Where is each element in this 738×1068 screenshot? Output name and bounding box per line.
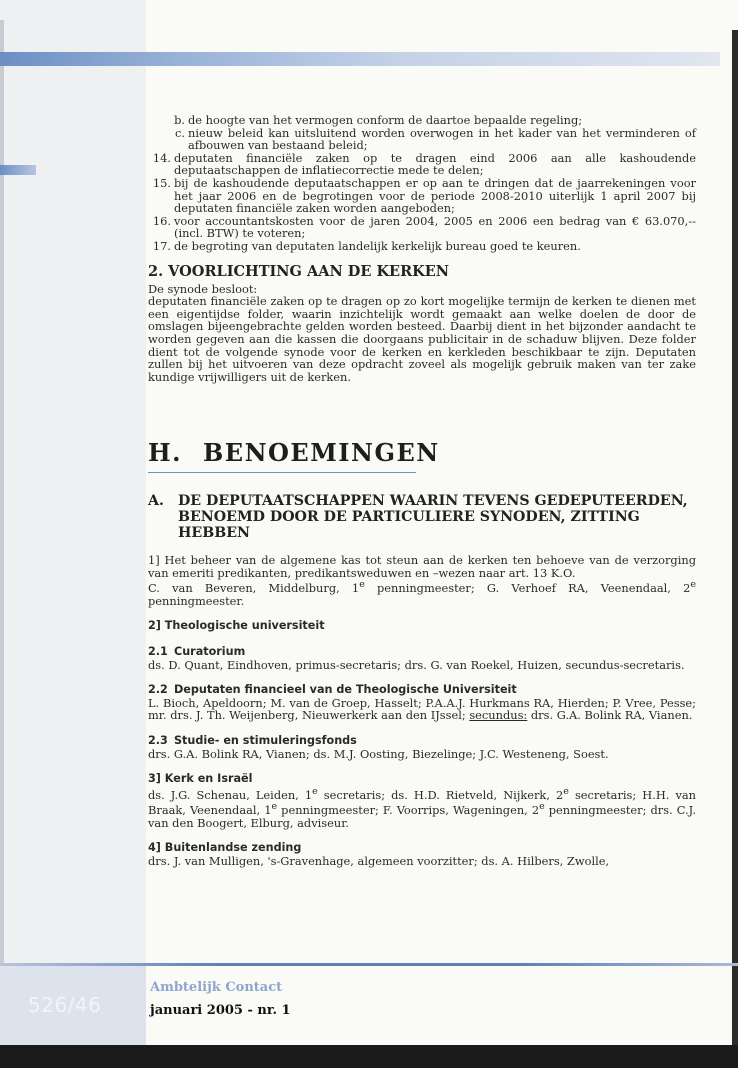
- list-item-14: [148, 152, 696, 177]
- list-item-17: [148, 240, 696, 253]
- list-text: deputaten financiële zaken op te dragen eind 2006 aan alle kashoudende deputaatschappen de inflatiecorrectie mede te delen;: [174, 150, 696, 178]
- item-2-heading: 2] Theologische universiteit: [148, 619, 325, 633]
- chapter-heading: [148, 439, 696, 467]
- section-a-title: DE DEPUTAATSCHAPPEN WAARIN TEVENS GEDEPUTEERDEN, BENOEMD DOOR DE PARTICULIERE SYNODEN, ZITTING HEBBEN: [178, 493, 688, 542]
- item-2-1-text: ds. D. Quant, Eindhoven, primus-secretaris; drs. G. van Roekel, Huizen, secundus-secretaris.: [148, 657, 685, 672]
- list-marker: b.: [174, 113, 185, 127]
- bottom-page-edge: [0, 1045, 738, 1068]
- item-4: [148, 842, 696, 867]
- document-body: [148, 114, 696, 867]
- list-text: de begroting van deputaten landelijk kerkelijk bureau goed te keuren.: [174, 238, 581, 253]
- left-sidebar-panel: [0, 0, 146, 1045]
- page-number: 526/46: [28, 993, 102, 1017]
- list-item-16: [148, 215, 696, 240]
- item-1-text: 1] Het beheer van de algemene kas tot steun aan de kerken ten behoeve van de verzorging van emeriti predikanten, predikantsweduwen en –wezen naar art. 13 K.O.: [148, 553, 696, 580]
- chapter-title: BENOEMINGEN: [203, 438, 440, 468]
- item-1: [148, 554, 696, 607]
- section-a-heading: [148, 493, 696, 541]
- list-item-c: [148, 127, 696, 152]
- item-1-names: C. van Beveren, Middelburg, 1e penningmeester; G. Verhoef RA, Veenendaal, 2e penningmeester.: [148, 579, 696, 608]
- section-2-body: deputaten financiële zaken op te dragen op zo kort mogelijke termijn de kerken te dienen met een eigentijdse folder, waarin inzichtelijk wordt gemaakt aan welke doelen de door de omslagen bijeengebrachte gelden worden besteed. Daarbij dient in het bijzonder aandacht te worden gegeven aan die kassen die doorgaans publicitair in de schaduw blijven. Deze folder dient tot de volgende synode voor de kerken en kerkleden beschikbaar te zijn. Deputaten zullen bij het uitvoeren van deze opdracht zoveel als mogelijk gebruik maken van ter zake kundige vrijwilligers uit de kerken.: [148, 294, 696, 384]
- list-text: nieuw beleid kan uitsluitend worden overwogen in het kader van het verminderen of afbouwen van bestaand beleid;: [188, 125, 696, 153]
- item-2-2: [148, 684, 696, 722]
- item-2-1: [148, 646, 696, 671]
- item-3-text: ds. J.G. Schenau, Leiden, 1e secretaris; ds. H.D. Rietveld, Nijkerk, 2e secretaris; H.H. van Braak, Veenendaal, 1e penningmeester; F. Voorrips, Wageningen, 2e penningmeester; drs. C.J. van den Boogert, Elburg, adviseur.: [148, 785, 697, 830]
- list-text: de hoogte van het vermogen conform de daartoe bepaalde regeling;: [188, 113, 583, 127]
- list-item-b: [148, 114, 696, 127]
- item-2-2-text: L. Bioch, Apeldoorn; M. van de Groep, Hasselt; P.A.A.J. Hurkmans RA, Hierden; P. Vree, Pesse; mr. drs. J. Th. Weijenberg, Nieuwerkerk aan den IJssel; secundus: drs. G.A. Bolink RA, Vianen.: [148, 695, 696, 723]
- list-marker: c.: [174, 125, 185, 140]
- item-3-heading: 3] Kerk en Israël: [148, 772, 253, 786]
- item-2-2-heading: 2.2 Deputaten financieel van de Theologische Universiteit: [148, 683, 517, 697]
- issue-label: januari 2005 - nr. 1: [150, 1003, 291, 1018]
- left-decorative-tab: [0, 165, 36, 175]
- list-marker: 15.: [152, 175, 171, 190]
- list-marker: 14.: [152, 150, 171, 165]
- section-a-number: A.: [148, 493, 164, 510]
- item-4-text: drs. J. van Mulligen, 's-Gravenhage, algemeen voorzitter; ds. A. Hilbers, Zwolle,: [148, 853, 610, 868]
- item-3: [148, 773, 696, 829]
- item-2-3-heading: 2.3 Studie- en stimuleringsfonds: [148, 734, 357, 748]
- top-decorative-band: [0, 52, 720, 66]
- right-page-edge: [732, 30, 738, 1045]
- chapter-underline: [148, 472, 416, 473]
- list-text: bij de kashoudende deputaatschappen er op aan te dringen dat de jaarrekeningen voor het jaar 2006 en de begrotingen voor de periode 2008-2010 uiterlijk 1 april 2007 bij deputaten financiële zaken worden aangeboden;: [174, 175, 696, 216]
- chapter-letter: H.: [148, 438, 183, 468]
- section-2-intro: De synode besloot:: [148, 281, 258, 296]
- section-2-heading: 2. VOORLICHTING AAN DE KERKEN: [148, 262, 450, 280]
- item-2-3-text: drs. G.A. Bolink RA, Vianen; ds. M.J. Oosting, Biezelinge; J.C. Westeneng, Soest.: [148, 746, 609, 761]
- item-2-3: [148, 735, 696, 760]
- item-2-1-heading: 2.1 Curatorium: [148, 645, 246, 659]
- list-marker: 16.: [152, 213, 171, 228]
- list-marker: 17.: [152, 238, 171, 253]
- publication-title: Ambtelijk Contact: [150, 980, 283, 995]
- list-text: voor accountantskosten voor de jaren 2004, 2005 en 2006 een bedrag van € 63.070,-- (incl. BTW) te voteren;: [174, 213, 696, 241]
- list-item-15: [148, 177, 696, 215]
- item-4-heading: 4] Buitenlandse zending: [148, 841, 302, 855]
